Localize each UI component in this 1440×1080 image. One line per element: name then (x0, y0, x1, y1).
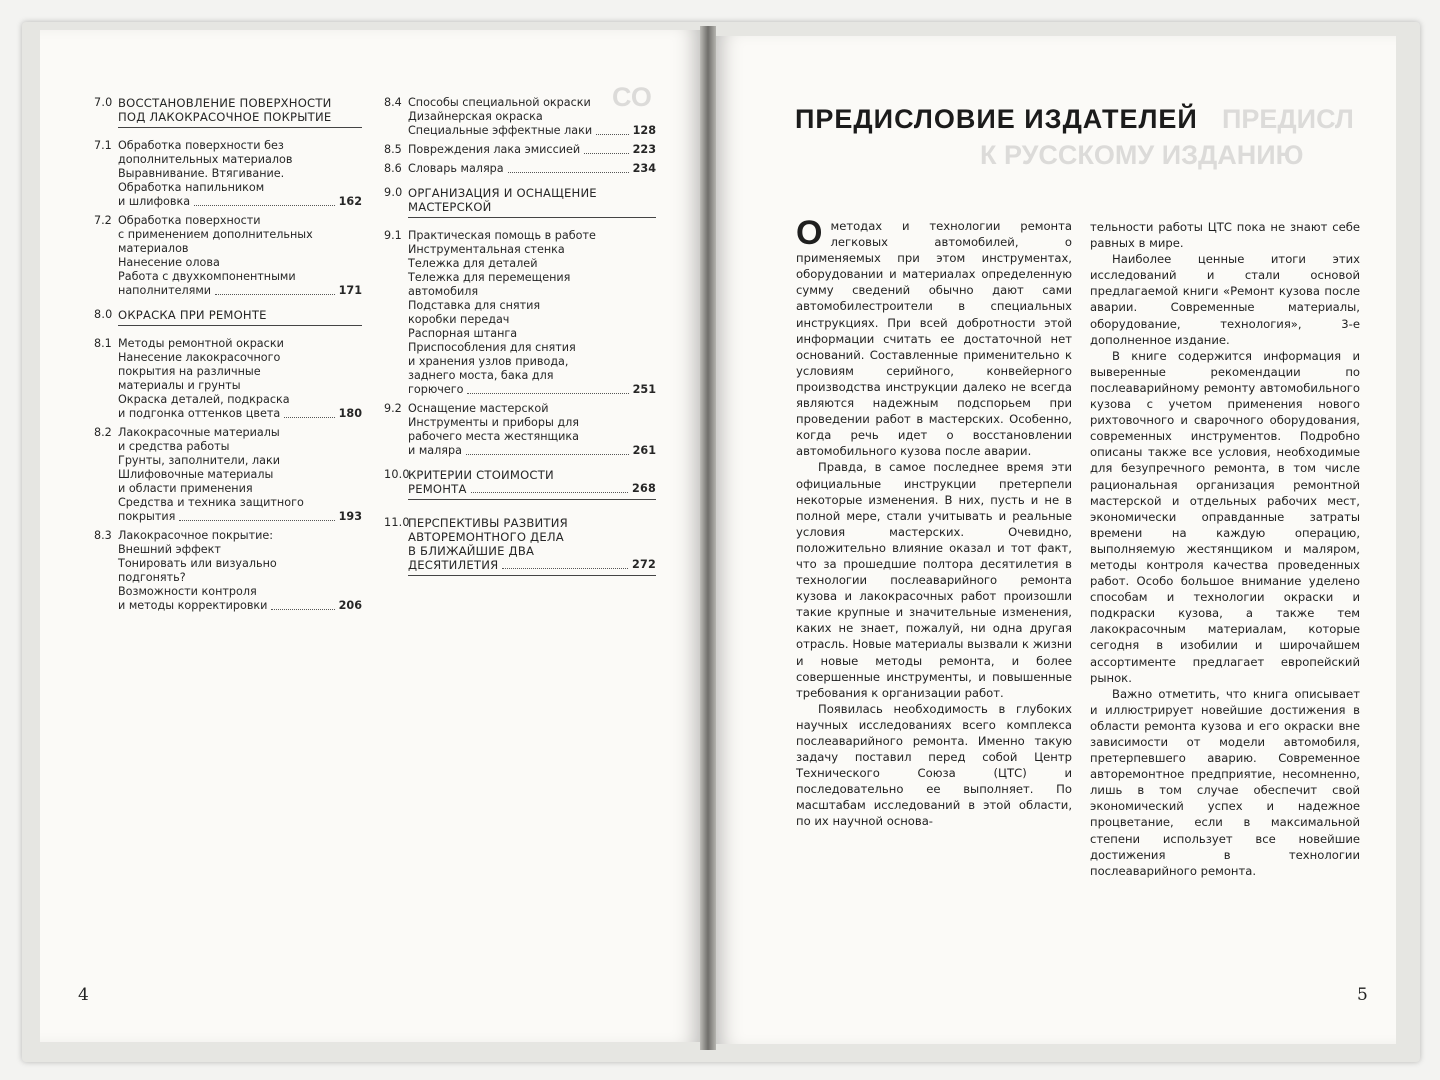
toc-line: Внешний эффект (118, 543, 221, 556)
toc-entry (384, 186, 656, 224)
toc-line: и маляра (408, 444, 462, 457)
toc-leader-dots (584, 153, 628, 154)
paragraph-text: Правда, в самое последнее время эти официальные инструкции претерпели некоторые изменения. В них, пусть и не в полной мере, стали учитывать и реальные условия мастерских. Очевидно, положительно влияние оказал и тот факт, что за прошедшие полтора десятилетия в технологии послеаварийного ремонта кузова и лакокрасочных работ произошли такие крупные и значительные изменения, каких не знает, пожалуй, ни одна другая отрасль. Новые материалы вызвали к жизни и новые методы ремонта, и более совершенные инструменты, и повышенные требования к организации работ. (796, 460, 1072, 700)
toc-leader-dots (471, 492, 628, 493)
toc-line: ВОССТАНОВЛЕНИЕ ПОВЕРХНОСТИ (118, 96, 332, 110)
toc-leader-dots (194, 205, 335, 206)
toc-line: В БЛИЖАЙШИЕ ДВА (408, 544, 535, 558)
toc-line: ПОД ЛАКОКРАСОЧНОЕ ПОКРЫТИЕ (118, 110, 332, 124)
toc-line: АВТОРЕМОНТНОГО ДЕЛА (408, 530, 564, 544)
toc-line: коробки передач (408, 313, 510, 326)
toc-entry (384, 96, 656, 138)
toc-column-left (94, 96, 362, 618)
show-through-text: К РУССКОМУ ИЗДАНИЮ (980, 140, 1304, 170)
toc-page-number: 234 (632, 162, 656, 175)
toc-page-number: 261 (632, 444, 656, 457)
toc-line: Работа с двухкомпонентными (118, 270, 296, 283)
toc-line: Словарь маляра (408, 162, 504, 175)
toc-line: Обработка напильником (118, 181, 265, 194)
toc-line: Шлифовочные материалы (118, 468, 274, 481)
toc-section-number: 9.0 (384, 186, 403, 199)
toc-line: покрытия на различные (118, 365, 261, 378)
toc-line: Нанесение лакокрасочного (118, 351, 281, 364)
toc-line: подгонять? (118, 571, 186, 584)
toc-line: с применением дополнительных (118, 228, 313, 241)
page-heading: ПРЕДИСЛОВИЕ ИЗДАТЕЛЕЙ (795, 104, 1198, 134)
toc-line: Обработка поверхности (118, 214, 261, 227)
paragraph-text: тельности работы ЦТС пока не знают себе равных в мире. (1090, 220, 1360, 251)
toc-section-number: 8.3 (94, 529, 112, 542)
toc-line: Практическая помощь в работе (408, 229, 596, 242)
toc-line: дополнительных материалов (118, 153, 293, 166)
toc-leader-dots (596, 134, 629, 135)
preface-paragraph (1090, 251, 1360, 348)
preface-column-right (1090, 219, 1360, 879)
toc-section-number: 9.1 (384, 229, 402, 242)
chapter-rule (408, 575, 656, 576)
drop-cap: О (796, 214, 823, 252)
toc-line: и шлифовка (118, 195, 191, 208)
toc-page-number: 272 (632, 558, 656, 571)
toc-line: Приспособления для снятия (408, 341, 576, 354)
toc-page-number: 171 (338, 284, 362, 297)
toc-line: покрытия (118, 510, 176, 523)
toc-line: и средства работы (118, 440, 230, 453)
toc-line: рабочего места жестянщика (408, 430, 579, 443)
toc-entry (384, 468, 656, 506)
toc-section-number: 8.1 (94, 337, 112, 350)
toc-leader-dots (466, 454, 629, 455)
toc-line: Тележка для деталей (408, 257, 538, 270)
toc-section-number: 8.4 (384, 96, 402, 109)
toc-line: Возможности контроля (118, 585, 257, 598)
toc-page-number: 268 (632, 482, 656, 495)
toc-page-number: 251 (632, 383, 656, 396)
show-through-text: СО (612, 82, 652, 112)
toc-leader-dots (502, 568, 628, 569)
toc-page-number: 206 (338, 599, 362, 612)
toc-line: Инструменты и приборы для (408, 416, 579, 429)
toc-leader-dots (271, 609, 334, 610)
preface-paragraph (1090, 219, 1360, 251)
toc-column-right (384, 96, 656, 587)
toc-line: ОКРАСКА ПРИ РЕМОНТЕ (118, 308, 267, 322)
toc-page-number: 193 (338, 510, 362, 523)
chapter-rule (118, 127, 362, 128)
toc-line: материалы и грунты (118, 379, 241, 392)
toc-entry (94, 337, 362, 421)
toc-entry (94, 96, 362, 134)
toc-line: горючего (408, 383, 464, 396)
toc-entry (384, 143, 656, 157)
page-number-left: 4 (78, 985, 89, 1005)
toc-line: ПЕРСПЕКТИВЫ РАЗВИТИЯ (408, 516, 568, 530)
toc-leader-dots (179, 520, 334, 521)
toc-section-number: 8.2 (94, 426, 112, 439)
toc-line: ДЕСЯТИЛЕТИЯ (408, 558, 499, 572)
toc-line: Повреждения лака эмиссией (408, 143, 581, 156)
chapter-rule (408, 217, 656, 218)
toc-line: Инструментальная стенка (408, 243, 565, 256)
toc-line: наполнителями (118, 284, 212, 297)
preface-paragraph (796, 214, 1072, 459)
toc-line: ОРГАНИЗАЦИЯ И ОСНАЩЕНИЕ (408, 186, 597, 200)
toc-section-number: 8.5 (384, 143, 402, 156)
toc-line: и хранения узлов привода, (408, 355, 569, 368)
toc-entry (94, 139, 362, 209)
preface-paragraph (796, 459, 1072, 700)
toc-entry (94, 308, 362, 332)
paragraph-text: Важно отметить, что книга описывает и иллюстрирует новейшие достижения в области ремонта кузова и его окраски вне зависимости от модели автомобиля, претерпевшего аварию. Современное авторемонтное предприятие, несомненно, лишь в том случае обеспечит свой экономический успех и надежное процветание, если в максимальной степени использует все новейшие достижения в технологии послеаварийного ремонта. (1090, 686, 1360, 878)
toc-line: Специальные эффектные лаки (408, 124, 593, 137)
toc-leader-dots (284, 417, 334, 418)
toc-line: Лакокрасочное покрытие: (118, 529, 274, 542)
toc-line: материалов (118, 242, 189, 255)
toc-line: Методы ремонтной окраски (118, 337, 284, 350)
page-number-right: 5 (1357, 985, 1368, 1005)
toc-line: Грунты, заполнители, лаки (118, 454, 280, 467)
toc-page-number: 162 (338, 195, 362, 208)
toc-line: Лакокрасочные материалы (118, 426, 280, 439)
preface-paragraph (796, 701, 1072, 830)
toc-section-number: 11.0 (384, 516, 410, 529)
paragraph-text: Наиболее ценные итоги этих исследований и стали основой предлагаемой книги «Ремонт кузова после аварии. Современные материалы, оборудование, технология», 3-е дополненное издание. (1090, 252, 1360, 347)
toc-entry (94, 214, 362, 298)
toc-line: Нанесение олова (118, 256, 220, 269)
toc-entry (384, 516, 656, 582)
toc-line: Способы специальной окраски (408, 96, 591, 109)
toc-entry (94, 529, 362, 613)
preface-paragraph (1090, 348, 1360, 686)
chapter-rule (118, 325, 362, 326)
toc-line: и области применения (118, 482, 253, 495)
toc-section-number: 7.0 (94, 96, 113, 109)
show-through-text: ПРЕДИСЛ (1222, 104, 1354, 134)
toc-line: и подгонка оттенков цвета (118, 407, 281, 420)
toc-section-number: 10.0 (384, 468, 410, 481)
toc-entry (384, 229, 656, 397)
toc-line: Оснащение мастерской (408, 402, 549, 415)
toc-section-number: 9.2 (384, 402, 402, 415)
toc-line: заднего моста, бака для (408, 369, 554, 382)
chapter-rule (408, 499, 656, 500)
toc-leader-dots (215, 294, 335, 295)
paragraph-text: Появилась необходимость в глубоких научных исследованиях всего комплекса послеаварийного ремонта. Именно такую задачу поставил перед собой Центр Технического Союза (ЦТС) и последовательно ее выполняет. По масштабам исследований в этой области, по их научной основа- (796, 701, 1072, 829)
toc-section-number: 8.6 (384, 162, 402, 175)
toc-section-number: 7.1 (94, 139, 112, 152)
toc-line: автомобиля (408, 285, 479, 298)
toc-line: МАСТЕРСКОЙ (408, 200, 492, 214)
toc-line: Выравнивание. Втягивание. (118, 167, 285, 180)
toc-leader-dots (508, 172, 629, 173)
toc-line: Окраска деталей, подкраска (118, 393, 290, 406)
toc-line: и методы корректировки (118, 599, 268, 612)
toc-line: Средства и техника защитного (118, 496, 304, 509)
paragraph-text: методах и технологии ремонта легковых автомобилей, о применяемых при этом инструментах, оборудовании и материалах определенную сумму сведений обычно дают сами автомобилестроители в специальных инструкциях. При всей добротности этой информации считать ее достаточной нет оснований. Составленные применительно к условиям серийного, конвейерного производства инструкции далеко не всегда являются надежным подспорьем при проведении работ в мастерских. Особенно, когда речь идет о восстановлении автомобильного кузова после аварии. (796, 219, 1072, 459)
toc-page-number: 128 (632, 124, 656, 137)
toc-line: Подставка для снятия (408, 299, 541, 312)
toc-leader-dots (467, 393, 628, 394)
toc-line: Обработка поверхности без (118, 139, 284, 152)
paragraph-text: В книге содержится информация и выверенные рекомендации по послеаварийному ремонту автомобильного кузова с учетом применения нового рихтовочного и сварочного оборудования, современных инструментов. Подробно описаны также все условия, необходимые для безупречного ремонта, в том числе рациональная организация ремонтной мастерской и отдельных рабочих мест, экономически оправданные затраты времени на каждую операцию, выполняемую жестянщиком и маляром, методы контроля качества проведенных работ. Особо большое внимание уделено способам и технологии окраски и подкраски кузова, а также тем лакокрасочным материалам, которые сегодня в изобилии и широчайшем ассортименте предлагает европейский рынок. (1090, 348, 1360, 685)
toc-line: Распорная штанга (408, 327, 518, 340)
toc-entry (384, 402, 656, 458)
toc-page-number: 223 (632, 143, 656, 156)
toc-section-number: 7.2 (94, 214, 112, 227)
toc-line: КРИТЕРИИ СТОИМОСТИ (408, 468, 554, 482)
toc-entry (384, 162, 656, 176)
book-spine (700, 26, 716, 1050)
toc-line: Дизайнерская окраска (408, 110, 543, 123)
toc-section-number: 8.0 (94, 308, 113, 321)
toc-page-number: 180 (338, 407, 362, 420)
toc-line: РЕМОНТА (408, 482, 467, 496)
preface-paragraph (1090, 686, 1360, 879)
preface-column-left (796, 214, 1072, 830)
toc-entry (94, 426, 362, 524)
toc-line: Тележка для перемещения (408, 271, 571, 284)
toc-line: Тонировать или визуально (118, 557, 277, 570)
